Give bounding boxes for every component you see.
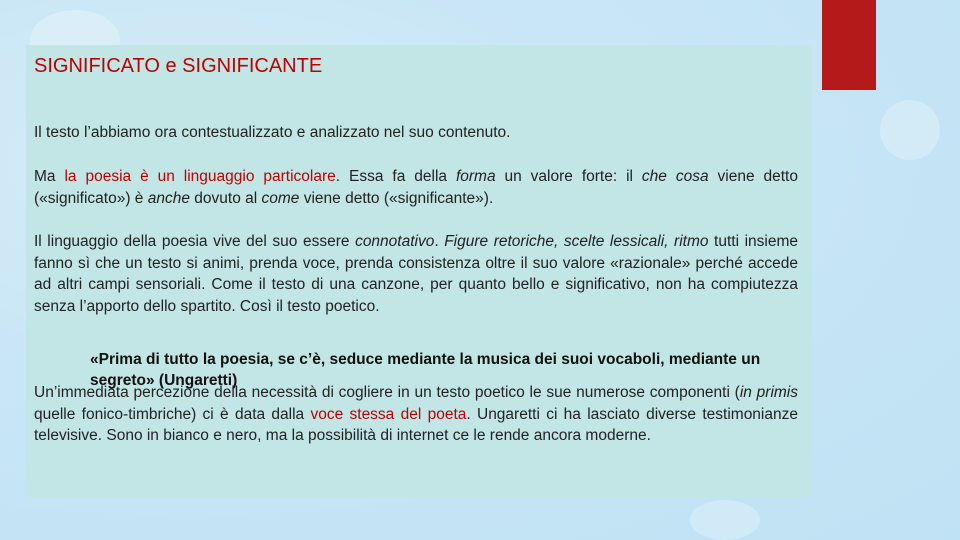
background-bubble [880, 100, 940, 160]
slide-title: SIGNIFICATO e SIGNIFICANTE [34, 55, 323, 77]
content-panel [26, 45, 812, 497]
paragraph-3: Il linguaggio della poesia vive del suo essere connotativo. Figure retoriche, scelte lessicali, ritmo tutti insieme fanno sì che un testo si animi, prenda voce, prenda consistenza oltre il suo valore «razionale» perché accede ad altri campi sensoriali. Come il testo di una canzone, per quanto bello e significativo, non ha compiutezza senza l’apporto dello spartito. Così il testo poetico. [34, 233, 799, 315]
paragraph-1: Il testo l’abbiamo ora contestualizzato e analizzato nel suo contenuto. [34, 124, 511, 141]
paragraph-4: Un’immediata percezione della necessità di cogliere in un testo poetico le sue numerose componenti (in primis quelle fonico-timbriche) ci è data dalla voce stessa del poeta. Ungaretti ci ha lasciato diverse testimonianze televisive. Sono in bianco e nero, ma la possibilità di internet ce le rende ancora moderne. [34, 384, 798, 444]
paragraph-2: Ma la poesia è un linguaggio particolare. Essa fa della forma un valore forte: il che cosa viene detto («significato») è anche dovuto al come viene detto («significante»). [34, 168, 798, 207]
background-bubble [690, 500, 760, 540]
accent-bar [822, 0, 876, 90]
highlight-text: voce stessa del poeta [310, 405, 467, 423]
highlight-text: la poesia è un linguaggio particolare [64, 168, 336, 185]
ungaretti-quote: «Prima di tutto la poesia, se c’è, seduce mediante la musica dei suoi vocaboli, mediante un segreto» (Ungaretti) [90, 351, 761, 389]
